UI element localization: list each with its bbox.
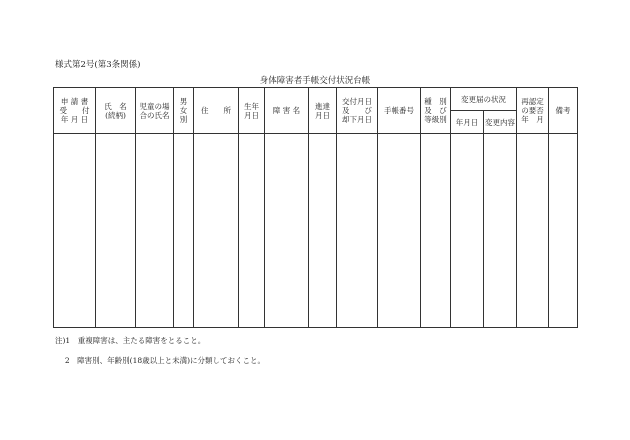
note-2: 2 障害別、年齢別(18歳以上と未満)に分類しておくこと。	[55, 356, 266, 365]
header-type-grade: 種 別 及 び 等級別	[421, 88, 451, 134]
header-birth-date: 生年 月日	[239, 88, 265, 134]
header-issue-date: 交付月日 及 び 却下月日	[337, 88, 378, 134]
cell-birth-date[interactable]	[239, 134, 265, 328]
cell-address[interactable]	[194, 134, 239, 328]
cell-name[interactable]	[96, 134, 136, 328]
ledger-table	[53, 87, 578, 328]
cell-issue-date[interactable]	[337, 134, 378, 328]
header-row	[54, 88, 578, 111]
header-child-parent-name: 児童の場 合の氏名	[136, 88, 174, 134]
header-handbook-number: 手帳番号	[378, 88, 421, 134]
cell-change-date[interactable]	[451, 134, 484, 328]
form-number: 様式第2号(第3条関係)	[55, 60, 141, 70]
header-remarks: 備考	[549, 88, 578, 134]
table-row	[54, 134, 578, 328]
cell-recert-date[interactable]	[517, 134, 549, 328]
header-change-date: 年月日	[451, 111, 484, 134]
header-disability-name: 障 害 名	[265, 88, 309, 134]
cell-progress-date[interactable]	[309, 134, 337, 328]
header-sex: 男 女 別	[174, 88, 194, 134]
cell-change-content[interactable]	[484, 134, 517, 328]
header-address: 住 所	[194, 88, 239, 134]
header-name: 氏 名 (続柄)	[96, 88, 136, 134]
cell-disability-name[interactable]	[265, 134, 309, 328]
header-recert-date: 再認定 の要否 年 月	[517, 88, 549, 134]
cell-sex[interactable]	[174, 134, 194, 328]
cell-application-received[interactable]	[54, 134, 96, 328]
header-change-status: 変更届の状況	[451, 88, 517, 111]
ledger-title: 身体障害者手帳交付状況台帳	[259, 76, 371, 86]
header-progress-date: 進達 月日	[309, 88, 337, 134]
header-application-received: 申 請 書 受 付 年 月 日	[54, 88, 96, 134]
cell-remarks[interactable]	[549, 134, 578, 328]
note-1: 注)1 重複障害は、主たる障害をとること。	[55, 336, 206, 345]
cell-child-parent-name[interactable]	[136, 134, 174, 328]
cell-handbook-number[interactable]	[378, 134, 421, 328]
cell-type-grade[interactable]	[421, 134, 451, 328]
header-change-content: 変更内容	[484, 111, 517, 134]
